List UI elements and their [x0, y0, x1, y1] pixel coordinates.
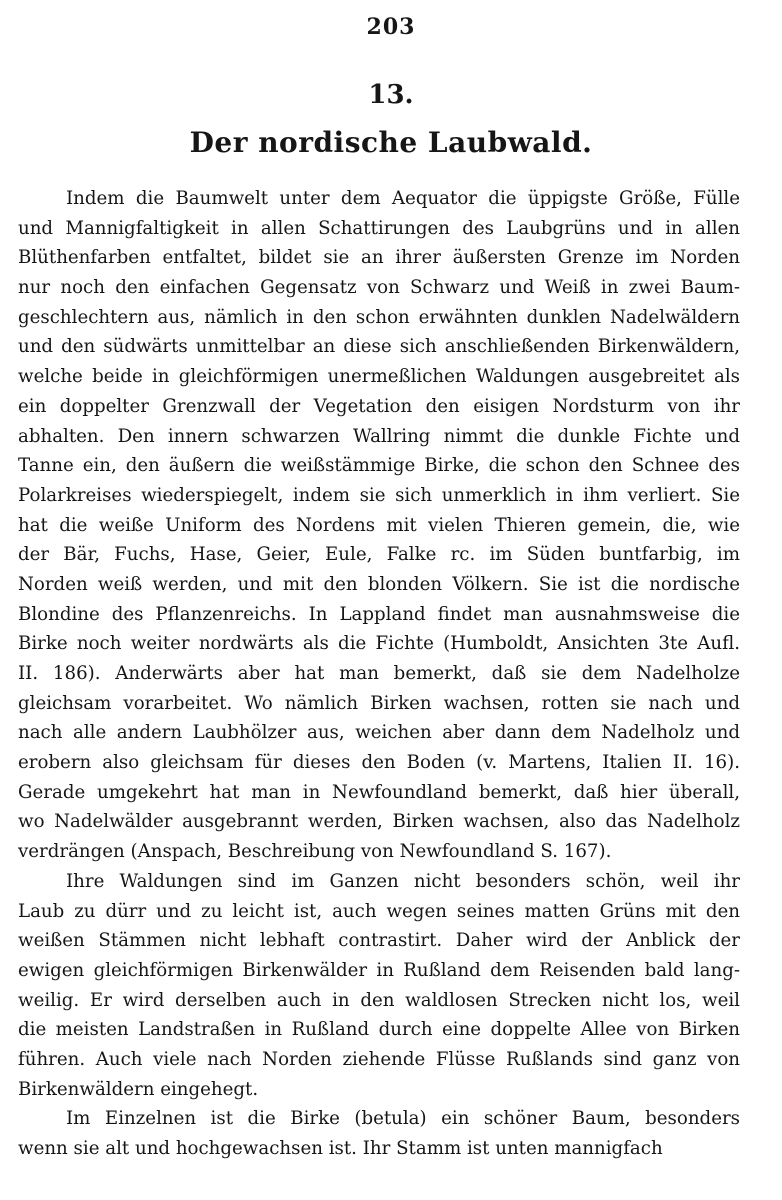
text-line: gleichsam vorarbeitet. Wo nämlich Birken wachsen, rotten sie nach und: [18, 692, 740, 714]
text-line: nur noch den einfachen Gegensatz von Schwarz und Weiß in zwei Baum-: [18, 277, 740, 299]
text-line: wenn sie alt und hochgewachsen ist. Ihr Stamm ist unten mannigfach: [18, 1138, 663, 1159]
text-line: nach alle andern Laubhölzer aus, weichen aber dann dem Nadelholz und: [18, 722, 740, 744]
chapter-title: Der nordische Laubwald.: [189, 126, 593, 159]
text-line: wo Nadelwälder ausgebrannt werden, Birken wachsen, also das Nadelholz: [18, 811, 740, 833]
page-number: 203: [366, 14, 416, 40]
text-line: Gerade umgekehrt hat man in Newfoundland bemerkt, daß hier überall,: [18, 781, 740, 803]
text-line: Indem die Baumwelt unter dem Aequator die üppigste Größe, Fülle: [66, 188, 740, 209]
text-line: Tanne ein, den äußern die weißstämmige Birke, die schon den Schnee des: [18, 455, 740, 477]
text-line: Birke noch weiter nordwärts als die Fichte (Humboldt, Ansichten 3te Aufl.: [18, 633, 740, 655]
text-line: Im Einzelnen ist die Birke (betula) ein schöner Baum, besonders: [66, 1108, 740, 1130]
text-line: Laub zu dürr und zu leicht ist, auch wegen seines matten Grüns mit den: [18, 900, 740, 922]
text-line: Blondine des Pflanzenreichs. In Lappland findet man ausnahmsweise die: [18, 603, 740, 625]
paragraph: [18, 184, 740, 867]
body-text: [18, 184, 740, 1164]
text-line: Norden weiß werden, und mit den blonden Völkern. Sie ist die nordische: [18, 573, 740, 595]
chapter-number: 13.: [368, 80, 414, 110]
text-line: ewigen gleichförmigen Birkenwälder in Rußland dem Reisenden bald lang-: [18, 959, 740, 981]
text-line: die meisten Landstraßen in Rußland durch eine doppelte Allee von Birken: [18, 1019, 740, 1041]
text-line: verdrängen (Anspach, Beschreibung von Newfoundland S. 167).: [18, 841, 612, 863]
paragraph: [18, 867, 740, 1105]
text-line: geschlechtern aus, nämlich in den schon erwähnten dunklen Nadelwäldern: [18, 306, 740, 328]
text-line: erobern also gleichsam für dieses den Boden (v. Martens, Italien II. 16).: [18, 752, 740, 774]
text-line: und Mannigfaltigkeit in allen Schattirungen des Laubgrüns und in allen: [18, 217, 740, 239]
text-line: und den südwärts unmittelbar an diese sich anschließenden Birkenwäldern,: [18, 336, 740, 358]
text-line: weißen Stämmen nicht lebhaft contrastirt. Daher wird der Anblick der: [18, 930, 740, 952]
text-line: der Bär, Fuchs, Hase, Geier, Eule, Falke rc. im Süden buntfarbig, im: [18, 544, 740, 566]
text-line: weilig. Er wird derselben auch in den waldlosen Strecken nicht los, weil: [18, 989, 740, 1011]
text-line: Blüthenfarben entfaltet, bildet sie an ihrer äußersten Grenze im Norden: [18, 247, 740, 269]
text-line: Ihre Waldungen sind im Ganzen nicht besonders schön, weil ihr: [66, 870, 740, 892]
paragraph: [18, 1104, 740, 1163]
text-line: Polarkreises wiederspiegelt, indem sie sich unmerklich in ihm verliert. Sie: [18, 484, 740, 506]
text-line: Birkenwäldern eingehegt.: [18, 1078, 259, 1100]
text-line: ein doppelter Grenzwall der Vegetation den eisigen Nordsturm von ihr: [18, 395, 740, 417]
text-line: führen. Auch viele nach Norden ziehende Flüsse Rußlands sind ganz von: [18, 1048, 740, 1070]
text-line: II. 186). Anderwärts aber hat man bemerkt, daß sie dem Nadelholze: [18, 663, 740, 684]
text-line: abhalten. Den innern schwarzen Wallring nimmt die dunkle Fichte und: [18, 425, 740, 447]
text-line: welche beide in gleichförmigen unermeßlichen Waldungen ausgebreitet als: [18, 366, 740, 388]
text-line: hat die weiße Uniform des Nordens mit vielen Thieren gemein, die, wie: [18, 514, 740, 536]
